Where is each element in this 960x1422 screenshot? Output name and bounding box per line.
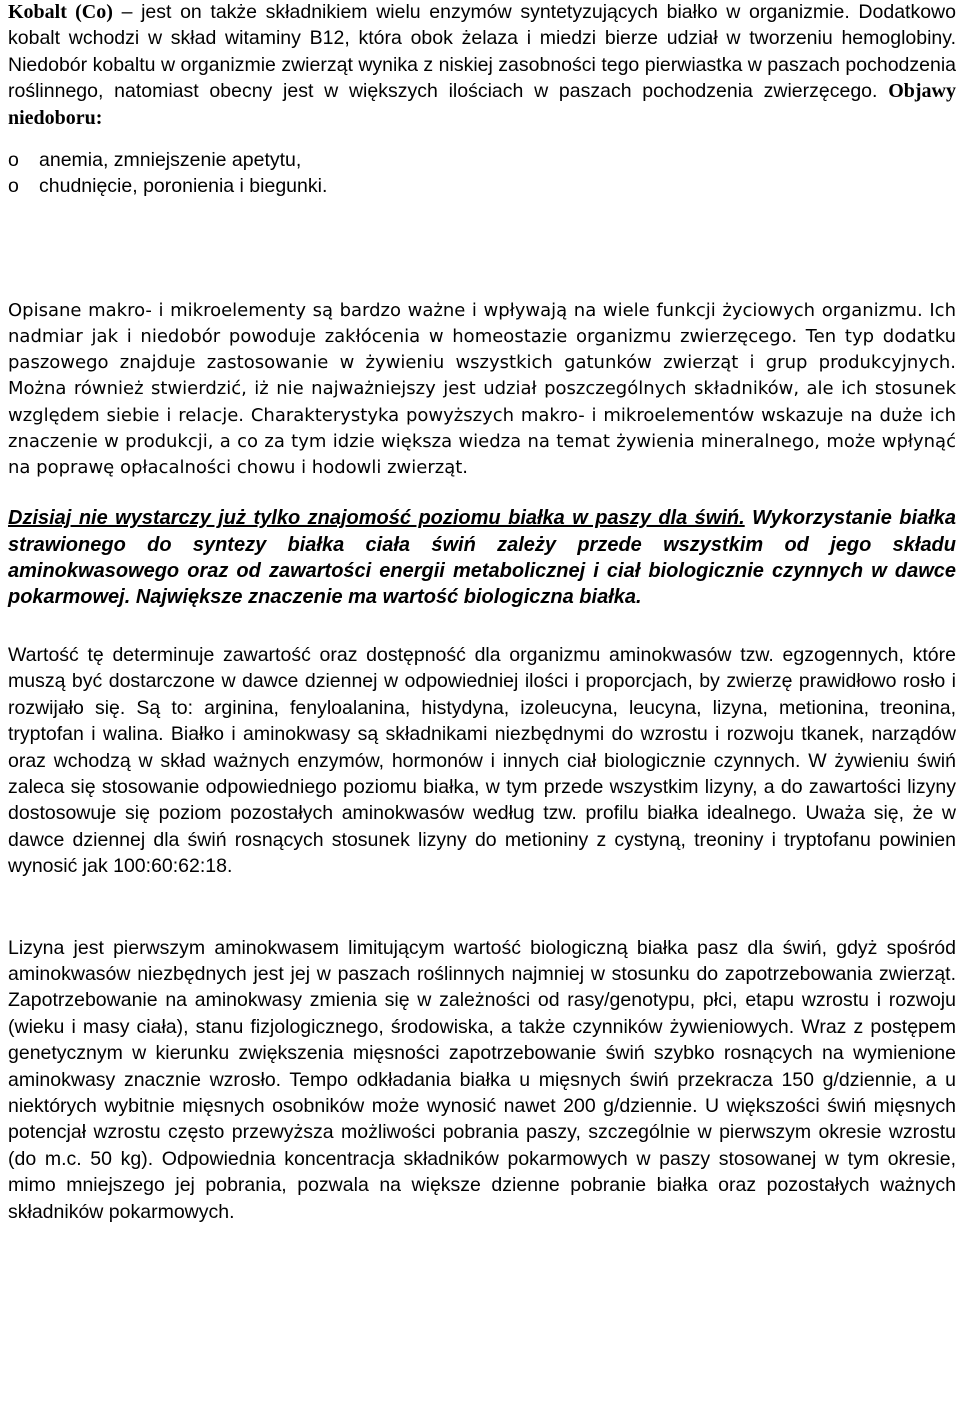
value-paragraph: Wartość tę determinuje zawartość oraz dostępność dla organizmu aminokwasów tzw. egzogennych, które muszą być dostarczone w dawce dziennej w odpowiedniej ilości i proporcjach, by zwierzę prawidłowo rosło i rozwijało się. Są to: arginina, fenyloalanina, histydyna, izoleucyna, leucyna, lizyna, metionina, treonina, tryptofan i walina. Białko i aminokwasy są składnikami niezbędnymi do wzrostu i rozwoju tkanek, narządów oraz wchodzą w skład ważnych enzymów, hormonów i innych ciał biologicznie czynnych. W żywieniu świń zaleca się stosowanie odpowiedniego poziomu białka, w tym przede wszystkim lizyny, a do zawartości lizyny dostosowuje się poziom pozostałych aminokwasów według tzw. profilu białka idealnego. Uważa się, że w dawce dziennej dla świń rosnących stosunek lizyny do metioniny z cystyną, treoniny i tryptofanu powinien wynosić jak 100:60:62:18.: [8, 643, 956, 878]
lysine-paragraph: Lizyna jest pierwszym aminokwasem limitującym wartość biologiczną białka pasz dla świń, gdyż spośród aminokwasów niezbędnych jest jej w paszach roślinnych najmniej w stosunku do zapotrzebowania zwierząt. Zapotrzebowanie na aminokwasy zmienia się w zależności od rasy/genotypu, płci, etapu wzrostu i rozwoju (wieku i masy ciała), stanu fizjologicznego, środowiska, a także czynników żywieniowych. Wraz z postępem genetycznym w kierunku zwiększenia mięsności zapotrzebowanie świń szybko rosnących na wymienione aminokwasy znacznie wzrosło. Tempo odkładania białka u mięsnych świń przekracza 150 g/dziennie, a u niektórych wybitnie mięsnych osobników może wynosić nawet 200 g/dziennie. U większości świń mięsnych potencjał wzrostu często przewyższa możliwości pobrania paszy, szczególnie w pierwszym okresie wzrostu (do m.c. 50 kg). Odpowiednia koncentracja składników pokarmowych w paszy stosowanej w tym okresie, mimo mniejszego jej pobrania, pozwala na większe dzienne pobranie białka oraz pozostałych ważnych składników pokarmowych.: [8, 936, 956, 1223]
list-item: o anemia, zmniejszenie apetytu,: [8, 147, 956, 173]
summary-paragraph: Opisane makro- i mikroelementy są bardzo ważne i wpływają na wiele funkcji życiowych organizmu. Ich nadmiar jak i niedobór powoduje zakłócenia w homeostazie organizmu zwierzęcego. Ten typ dodatku paszowego znajduje zastosowanie w żywieniu wszystkich gatunków zwierząt i grup produkcyjnych. Można również stwierdzić, iż nie najważniejszy jest udział poszczególnych składników, ale ich stosunek względem siebie i relacje. Charakterystyka powyższych makro- i mikroelementów wskazuje na duże ich znaczenie w produkcji, a co za tym idzie większa wiedza na temat żywienia mineralnego, może wpłynąć na poprawę opłacalności chowu i hodowli zwierząt.: [8, 299, 956, 479]
symptoms-heading: Objawy niedoboru:: [8, 80, 956, 129]
emphasis-paragraph: [8, 505, 956, 611]
bullet-icon: o: [8, 149, 19, 172]
document-page: [8, 0, 956, 1225]
list-item: o chudnięcie, poronienia i biegunki.: [8, 173, 956, 199]
symptoms-list: [8, 147, 956, 200]
emphasis-rest: Wykorzystanie białka strawionego do syntezy białka ciała świń zależy przede wszystkim od jego składu aminokwasowego oraz od zawartości energii metabolicznej i ciał biologicznie czynnych w dawce pokarmowej. Największe znaczenie ma wartość biologiczna białka.: [8, 507, 957, 609]
bullet-icon: o: [8, 175, 19, 198]
cobalt-term: Kobalt (Co): [8, 1, 113, 23]
cobalt-paragraph: [8, 0, 956, 131]
cobalt-text: – jest on także składnikiem wielu enzymów syntetyzujących białko w organizmie. Dodatkowo kobalt wchodzi w skład witaminy B12, która obok żelaza i miedzi bierze udział w tworzeniu hemoglobiny. Niedobór kobaltu w organizmie zwierząt wynika z niskiej zasobności tego pierwiastka w paszach pochodzenia roślinnego, natomiast obecny jest w większych ilościach w paszach pochodzenia zwierzęcego.: [8, 1, 956, 103]
emphasis-underlined: Dzisiaj nie wystarczy już tylko znajomość poziomu białka w paszy dla świń.: [8, 507, 745, 530]
